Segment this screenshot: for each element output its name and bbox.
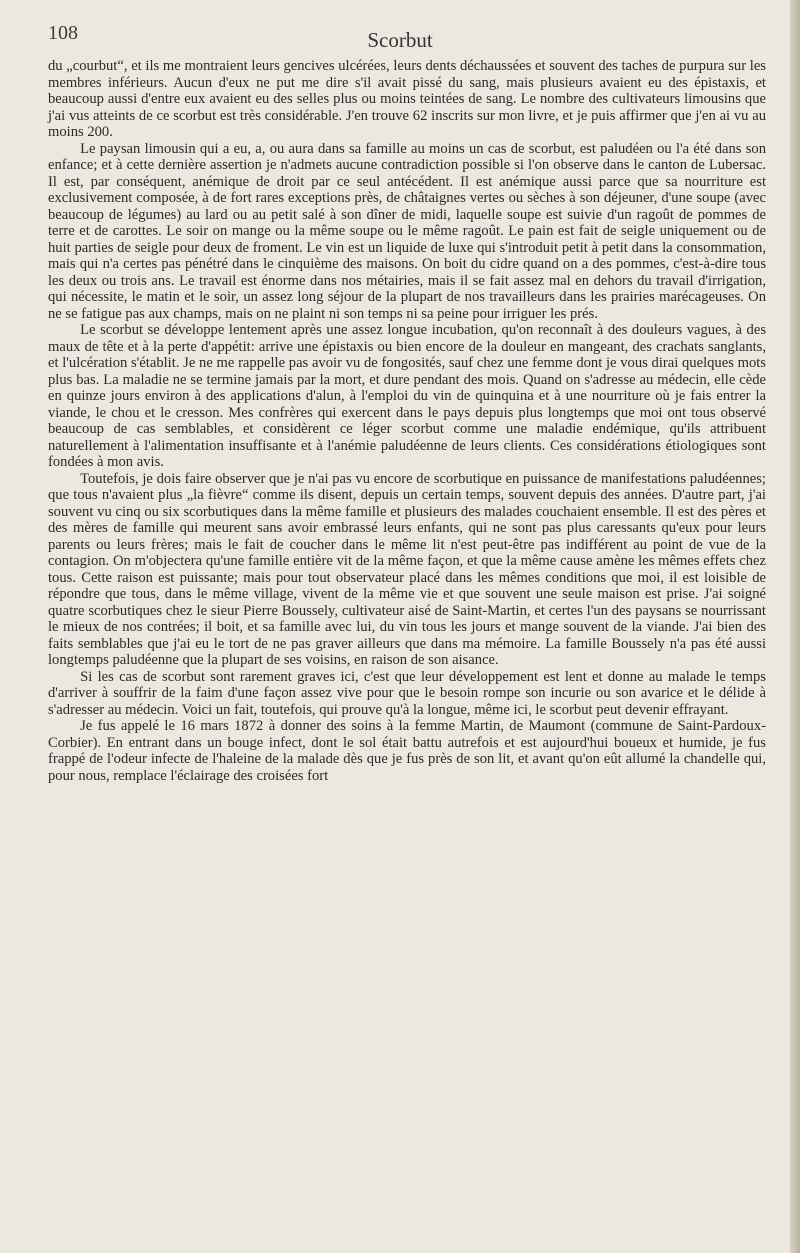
paragraph-2: Le paysan limousin qui a eu, a, ou aura dans sa famille au moins un cas de scorbut, est paludéen ou l'a été dans son enfance; et à cette dernière assertion je n'admets aucune contradiction possible si l'on observe dans le canton de Lubersac. Il est, par conséquent, anémique de droit par ce seul antécédent. Il est anémique aussi parce que sa nourriture est exclusivement composée, à de fort rares exceptions près, de châtaignes vertes ou sèches à son déjeuner, d'une soupe (avec beaucoup de légumes) au lard ou au petit salé à son dîner de midi, laquelle soupe est suivie d'un ragoût de pommes de terre et de carottes. Le soir on mange ou la même soupe ou le même ragoût. Le pain est fait de seigle uniquement ou de huit parties de seigle pour deux de froment. Le vin est un liquide de luxe qui s'introduit petit à petit dans la consommation, mais qui n'a certes pas pénétré dans le cinquième des maisons. On boit du cidre quand on a des pommes, c'est-à-dire tous les deux ou trois ans. Le travail est énorme dans nos métairies, mais il se fait assez mal en dehors du travail d'irrigation, qui nécessite, le matin et le soir, un assez long séjour de la plupart de nos travailleurs dans les prairies marécageuses. On ne se fatigue pas aux champs, mais on ne plaint ni son temps ni sa peine pour irriguer les prés. [48,140,766,322]
paragraph-1: du „courbut“, et ils me montraient leurs gencives ulcérées, leurs dents déchaussées et souvent des taches de purpura sur les membres inférieurs. Aucun d'eux ne put me dire s'il avait pissé du sang, mais plusieurs avaient eu des épistaxis, et beaucoup aussi d'entre eux avaient eu des selles plus ou moins teintées de sang. Le nombre des cultivateurs limousins que j'ai vus atteints de ce scorbut est très considérable. J'en trouve 62 inscrits sur mon livre, et je puis affirmer que j'en ai vu au moins 200. [48,58,766,140]
body-text [48,58,766,784]
page-edge [790,0,800,1253]
paragraph-5: Si les cas de scorbut sont rarement graves ici, c'est que leur développement est lent et donne au malade le temps d'arriver à souffrir de la faim d'une façon assez vive pour que le besoin rompe son incurie ou son avarice et le délide à s'adresser au médecin. Voici un fait, toutefois, qui prouve qu'à la longue, même ici, le scorbut peut devenir effrayant. [48,668,766,718]
running-head: Scorbut [367,28,433,52]
page-number: 108 [48,22,78,44]
paragraph-3: Le scorbut se développe lentement après une assez longue incubation, qu'on reconnaît à des douleurs vagues, à des maux de tête et à la perte d'appétit: arrive une épistaxis ou bien encore de la douleur en mangeant, des crachats sanglants, et l'ulcération s'établit. Je ne me rappelle pas avoir vu de fongosités, sauf chez une femme dont je vous dirai quelques mots plus bas. La maladie ne se termine jamais par la mort, et dure pendant des mois. Quand on s'adresse au médecin, elle cède en quinze jours environ à des applications d'alun, à l'emploi du vin de quinquina et à une nourriture où je fais entrer la viande, le chou et le cresson. Mes confrères qui exercent dans le pays depuis plus longtemps que moi ont tous observé beaucoup de cas semblables, et considèrent ce léger scorbut comme une maladie endémique, qu'ils attribuent naturellement à l'alimentation insuffisante et à l'anémie paludéenne de leurs clients. Ces considérations étiologiques sont fondées à mon avis. [48,322,766,470]
paragraph-6: Je fus appelé le 16 mars 1872 à donner des soins à la femme Martin, de Maumont (commune de Saint-Pardoux-Corbier). En entrant dans un bouge infect, dont le sol était battu autrefois et est aujourd'hui boueux et humide, je fus frappé de l'odeur infecte de l'haleine de la malade dès que je fus près de son lit, et avant qu'on eût allumé la chandelle qui, pour nous, remplace l'éclairage des croisées fort [48,718,766,784]
paragraph-4: Toutefois, je dois faire observer que je n'ai pas vu encore de scorbutique en puissance de manifestations paludéennes; que tous n'avaient plus „la fièvre“ comme ils disent, depuis un certain temps, souvent depuis des années. D'autre part, j'ai souvent vu cinq ou six scorbutiques dans la même famille et plusieurs des malades couchaient ensemble. Il est des pères et des mères de famille qui meurent sans avoir embrassé leurs enfants, qui ne sont pas plus caressants qu'eux pour leurs parents ou leurs frères; mais le fait de coucher dans le même lit n'est peut-être pas indifférent au point de vue de la contagion. On m'objectera qu'une famille entière vit de la même façon, et que la même cause amène les mêmes effets chez tous. Cette raison est puissante; mais pour tout observateur placé dans les mêmes conditions que moi, il est loisible de répondre que tous, dans le même village, vivent de la même vie et que souvent une seule maison est prise. J'ai soigné quatre scorbutiques chez le sieur Pierre Boussely, cultivateur aisé de Saint-Martin, et certes l'un des paysans se nourrissant le mieux de nos contrées; il boit, et sa famille avec lui, du vin tous les jours et mange souvent de la viande. J'ai bien des faits semblables que j'ai eu le tort de ne pas graver ailleurs que dans ma mémoire. La famille Boussely n'a pas été aussi longtemps paludéenne que la plupart de ses voisins, en raison de son aisance. [48,470,766,668]
